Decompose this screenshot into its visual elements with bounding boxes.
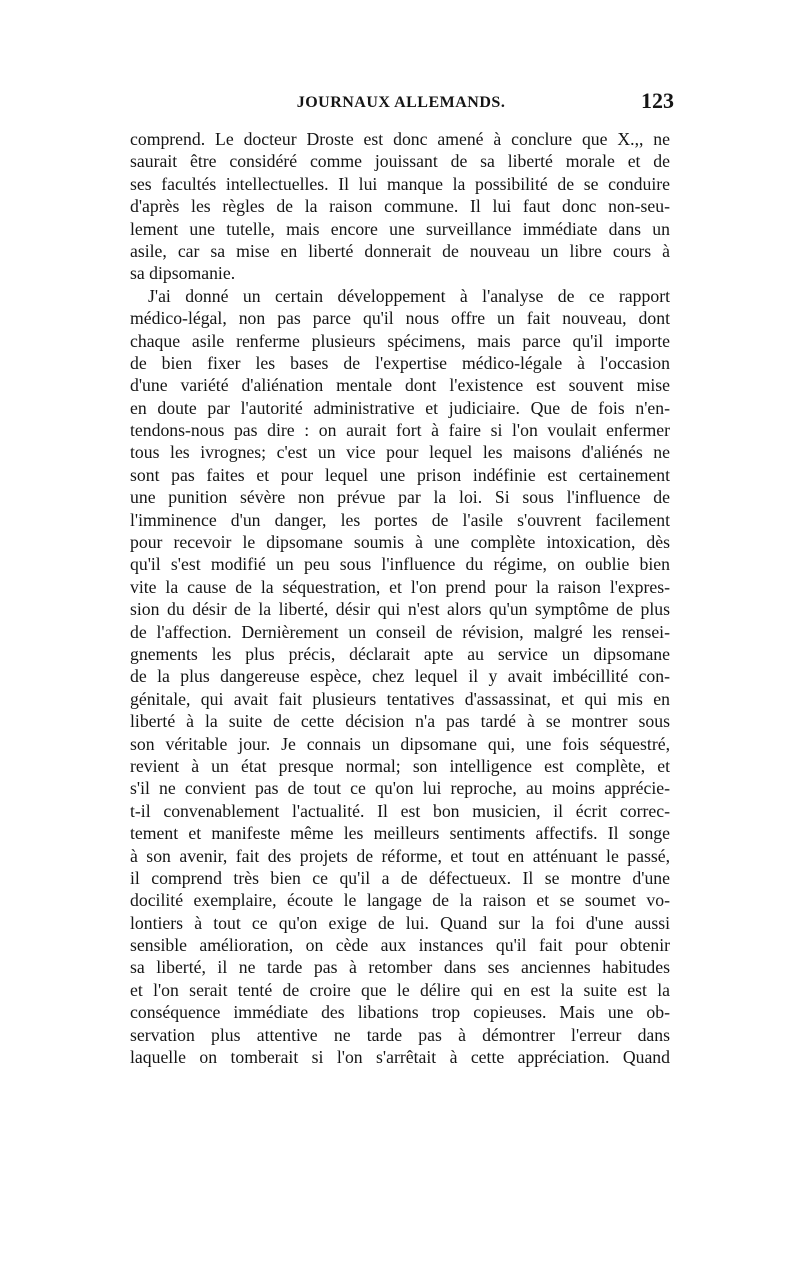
text-line: comprend. Le docteur Droste est donc amené à conclure que X.,, ne	[130, 129, 670, 149]
text-line: de l'affection. Dernièrement un conseil de révision, malgré les rensei-	[130, 621, 670, 642]
text-line: ses facultés intellectuelles. Il lui manque la possibilité de se conduire	[130, 173, 670, 194]
running-title: JOURNAUX ALLEMANDS.	[296, 94, 506, 111]
text-line: sion du désir de la liberté, désir qui n'est alors qu'un symptôme de plus	[130, 599, 670, 620]
text-line: sa liberté, il ne tarde pas à retomber dans ses anciennes habitudes	[130, 957, 670, 978]
text-line: de la plus dangereuse espèce, chez lequel il y avait imbécillité con-	[130, 666, 670, 687]
text-line: génitale, qui avait fait plusieurs tentatives d'assassinat, et qui mis en	[130, 688, 670, 709]
text-line: lontiers à tout ce qu'on exige de lui. Quand sur la foi d'une aussi	[130, 912, 670, 933]
text-line: vite la cause de la séquestration, et l'on prend pour la raison l'expres-	[130, 576, 670, 597]
text-line: sensible amélioration, on cède aux instances qu'il fait pour obtenir	[130, 935, 670, 956]
text-line: s'il ne convient pas de tout ce qu'on lui reproche, au moins apprécie-	[130, 778, 670, 799]
text-line: à son avenir, fait des projets de réforme, et tout en atténuant le passé,	[130, 845, 670, 866]
text-line: de bien fixer les bases de l'expertise médico-légale à l'occasion	[130, 352, 670, 373]
text-line: saurait être considéré comme jouissant de sa liberté morale et de	[130, 151, 670, 172]
paragraph-first-line: J'ai donné un certain développement à l'analyse de ce rapport	[148, 285, 670, 306]
page-header	[128, 86, 674, 122]
body-text	[130, 128, 670, 1068]
text-line: tous les ivrognes; c'est un vice pour lequel les maisons d'aliénés ne	[130, 442, 670, 463]
text-line: en doute par l'autorité administrative et judiciaire. Que de fois n'en-	[130, 397, 670, 418]
text-line: revient à un état presque normal; son intelligence est complète, et	[130, 755, 670, 776]
page-number: 123	[641, 88, 674, 113]
text-line: tement et manifeste même les meilleurs sentiments affectifs. Il songe	[130, 823, 670, 844]
text-line: sa dipsomanie.	[130, 263, 236, 284]
text-line: gnements les plus précis, déclarait apte au service un dipsomane	[130, 643, 670, 664]
text-line: servation plus attentive ne tarde pas à démontrer l'erreur dans	[130, 1024, 670, 1045]
text-line: chaque asile renferme plusieurs spécimens, mais parce qu'il importe	[130, 330, 670, 351]
text-line: et l'on serait tenté de croire que le délire qui en est la suite est la	[130, 979, 670, 1000]
text-line: sont pas faites et pour lequel une prison indéfinie est certainement	[130, 464, 670, 485]
text-line: liberté à la suite de cette décision n'a pas tardé à se montrer sous	[130, 711, 670, 732]
text-line: lement une tutelle, mais encore une surveillance immédiate dans un	[130, 218, 670, 239]
text-line: qu'il s'est modifié un peu sous l'influence du régime, on oublie bien	[130, 554, 670, 575]
text-line: pour recevoir le dipsomane soumis à une complète intoxication, dès	[130, 532, 670, 553]
text-line: tendons-nous pas dire : on aurait fort à faire si l'on voulait enfermer	[130, 420, 670, 441]
text-line: son véritable jour. Je connais un dipsomane qui, une fois séquestré,	[130, 733, 670, 754]
text-line: conséquence immédiate des libations trop copieuses. Mais une ob-	[130, 1002, 670, 1023]
text-line: asile, car sa mise en liberté donnerait de nouveau un libre cours à	[130, 240, 670, 261]
text-line: t-il convenablement l'actualité. Il est bon musicien, il écrit correc-	[130, 800, 670, 821]
text-line: d'une variété d'aliénation mentale dont l'existence est souvent mise	[130, 375, 670, 396]
text-line: d'après les règles de la raison commune. Il lui faut donc non-seu-	[130, 196, 670, 217]
text-line: médico-légal, non pas parce qu'il nous offre un fait nouveau, dont	[130, 308, 670, 329]
text-line: l'imminence d'un danger, les portes de l'asile s'ouvrent facilement	[130, 509, 670, 530]
text-line: docilité exemplaire, écoute le langage de la raison et se soumet vo-	[130, 890, 670, 911]
text-line: laquelle on tomberait si l'on s'arrêtait à cette appréciation. Quand	[130, 1047, 670, 1068]
text-line: il comprend très bien ce qu'il a de défectueux. Il se montre d'une	[130, 867, 670, 888]
text-line: une punition sévère non prévue par la loi. Si sous l'influence de	[130, 487, 670, 508]
